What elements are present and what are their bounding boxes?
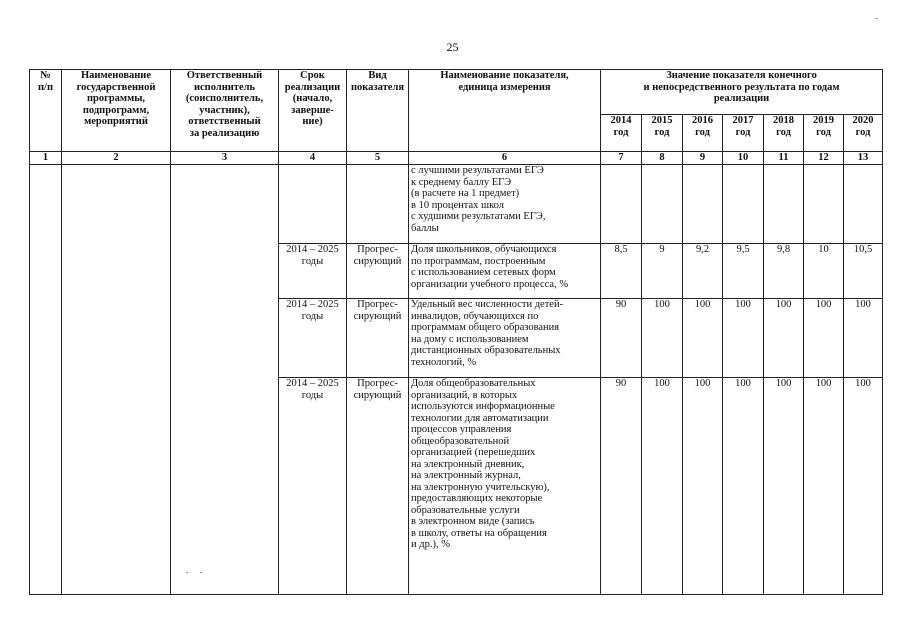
column-number-row bbox=[30, 152, 883, 165]
cell-value bbox=[804, 165, 844, 244]
indicators-table bbox=[29, 69, 883, 595]
column-number: 10 bbox=[723, 152, 764, 165]
cell-value bbox=[723, 165, 764, 244]
cell-value bbox=[601, 165, 642, 244]
cell-value: 100 bbox=[723, 299, 764, 378]
cell-term bbox=[279, 165, 347, 244]
header-responsible: Ответственный исполнитель (соисполнитель, участник), ответственный за реализацию bbox=[171, 70, 279, 152]
cell-value: 100 bbox=[804, 378, 844, 595]
column-number: 13 bbox=[844, 152, 883, 165]
column-number: 3 bbox=[171, 152, 279, 165]
cell-value: 100 bbox=[642, 378, 683, 595]
cell-program-name bbox=[62, 165, 171, 595]
cell-indicator-type: Прогрес- сирующий bbox=[347, 299, 409, 378]
header-values-by-year: Значение показателя конечного и непосредственного результата по годам реализации bbox=[601, 70, 883, 115]
header-program-name: Наименование государственной программы, подпрограмм, мероприятий bbox=[62, 70, 171, 152]
cell-indicator-name: с лучшими результатами ЕГЭ к среднему баллу ЕГЭ (в расчете на 1 предмет) в 10 процентах школ с худшими результатами ЕГЭ, баллы bbox=[409, 165, 601, 244]
cell-value: 100 bbox=[844, 378, 883, 595]
cell-responsible bbox=[171, 165, 279, 595]
cell-value: 100 bbox=[844, 299, 883, 378]
column-number: 1 bbox=[30, 152, 62, 165]
header-year: 2016 год bbox=[683, 115, 723, 152]
column-number: 4 bbox=[279, 152, 347, 165]
cell-value: 100 bbox=[683, 299, 723, 378]
cell-value: 10,5 bbox=[844, 244, 883, 299]
header-year: 2015 год bbox=[642, 115, 683, 152]
cell-value: 90 bbox=[601, 299, 642, 378]
cell-number bbox=[30, 165, 62, 595]
column-number: 5 bbox=[347, 152, 409, 165]
cell-value: 8,5 bbox=[601, 244, 642, 299]
header-indicator-type: Вид показателя bbox=[347, 70, 409, 152]
cell-term: 2014 – 2025 годы bbox=[279, 299, 347, 378]
cell-value: 100 bbox=[642, 299, 683, 378]
cell-value bbox=[642, 165, 683, 244]
cell-value: 10 bbox=[804, 244, 844, 299]
column-number: 6 bbox=[409, 152, 601, 165]
cell-value: 100 bbox=[683, 378, 723, 595]
cell-indicator-type bbox=[347, 165, 409, 244]
header-year: 2019 год bbox=[804, 115, 844, 152]
cell-value: 9,2 bbox=[683, 244, 723, 299]
column-number: 2 bbox=[62, 152, 171, 165]
cell-value: 100 bbox=[764, 378, 804, 595]
header-term: Срок реализации (начало, заверше- ние) bbox=[279, 70, 347, 152]
scan-artifact bbox=[186, 572, 188, 573]
cell-value: 100 bbox=[804, 299, 844, 378]
cell-value bbox=[764, 165, 804, 244]
header-year: 2020 год bbox=[844, 115, 883, 152]
cell-indicator-type: Прогрес- сирующий bbox=[347, 378, 409, 595]
column-number: 12 bbox=[804, 152, 844, 165]
page-number: 25 bbox=[446, 40, 459, 54]
cell-indicator-name: Доля общеобразовательных организаций, в которых используются информационные технологии для автоматизации процессов управления общеобразовательной организацией (перешедших на электронный дневник, на электронный журнал, на электронную учительскую), предоставляющих некоторые образовательные услуги в электронном виде (запись в школу, ответы на обращения и др.), % bbox=[409, 378, 601, 595]
header-year: 2014 год bbox=[601, 115, 642, 152]
column-number: 8 bbox=[642, 152, 683, 165]
header-indicator-name: Наименование показателя, единица измерения bbox=[409, 70, 601, 152]
cell-indicator-name: Доля школьников, обучающихся по программам, построенным с использованием сетевых форм организации учебного процесса, % bbox=[409, 244, 601, 299]
cell-value: 9,5 bbox=[723, 244, 764, 299]
cell-value: 9,8 bbox=[764, 244, 804, 299]
cell-value bbox=[844, 165, 883, 244]
cell-value bbox=[683, 165, 723, 244]
cell-indicator-name: Удельный вес численности детей- инвалидов, обучающихся по программам общего образования на дому с использованием дистанционных образовательных технологий, % bbox=[409, 299, 601, 378]
header-number: № п/п bbox=[30, 70, 62, 152]
cell-indicator-type: Прогрес- сирующий bbox=[347, 244, 409, 299]
cell-value: 100 bbox=[723, 378, 764, 595]
table-row bbox=[30, 165, 883, 244]
header-year: 2017 год bbox=[723, 115, 764, 152]
header-year: 2018 год bbox=[764, 115, 804, 152]
scan-artifact bbox=[200, 572, 202, 573]
cell-value: 100 bbox=[764, 299, 804, 378]
column-number: 9 bbox=[683, 152, 723, 165]
column-number: 7 bbox=[601, 152, 642, 165]
cell-term: 2014 – 2025 годы bbox=[279, 378, 347, 595]
cell-term: 2014 – 2025 годы bbox=[279, 244, 347, 299]
cell-value: 9 bbox=[642, 244, 683, 299]
scan-artifact bbox=[876, 18, 878, 19]
column-number: 11 bbox=[764, 152, 804, 165]
cell-value: 90 bbox=[601, 378, 642, 595]
header-row bbox=[30, 70, 883, 115]
